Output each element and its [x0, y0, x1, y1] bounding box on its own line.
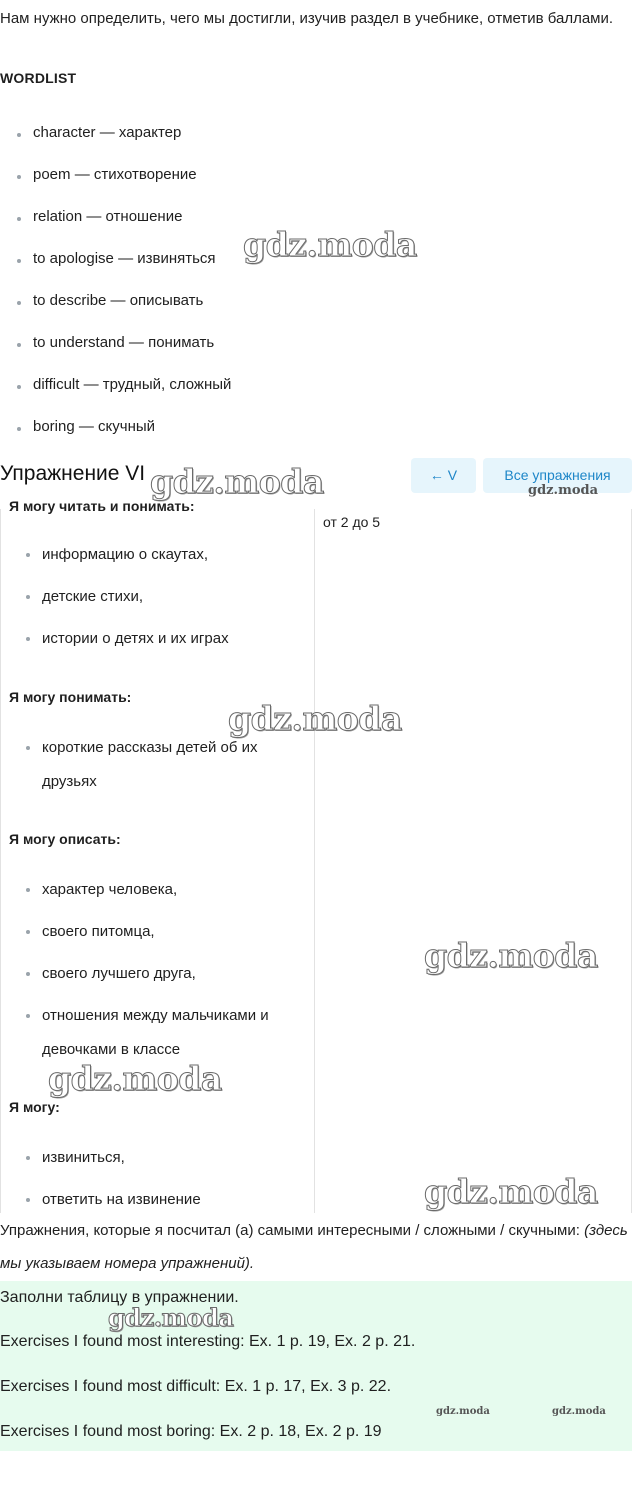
watermark-logo: gdz.moda — [243, 225, 417, 264]
list-item: информацию о скаутах, — [1, 538, 313, 572]
list-item: истории о детях и их играх — [1, 622, 313, 656]
answer-box — [0, 1281, 632, 1451]
list-item: извиниться, — [1, 1141, 313, 1175]
wordlist — [0, 112, 231, 448]
word-item: boring — скучный — [0, 406, 231, 448]
interesting-exercises-text — [0, 1214, 630, 1280]
cell-heading: Я могу читать и понимать: — [9, 498, 195, 514]
prev-exercise-button[interactable]: ← V — [411, 458, 476, 493]
word-item: to describe — описывать — [0, 280, 231, 322]
after-note: (здесь мы указываем номера упражнений). — [0, 1222, 628, 1272]
watermark-logo: gdz.moda — [552, 1406, 606, 1417]
all-exercises-button[interactable]: Все упражнения — [483, 458, 632, 493]
list-item: ответить на извинение — [1, 1183, 313, 1217]
skills-list — [1, 731, 313, 807]
watermark-logo: gdz.moda — [48, 1059, 222, 1098]
exercise-title: Упражнение VI — [0, 462, 146, 485]
word-item: character — характер — [0, 112, 231, 154]
list-item: своего лучшего друга, — [1, 957, 313, 991]
word-item: to apologise — извиняться — [0, 238, 231, 280]
list-item: характер человека, — [1, 873, 313, 907]
skills-list — [1, 538, 313, 664]
list-item: детские стихи, — [1, 580, 313, 614]
word-item: relation — отношение — [0, 196, 231, 238]
watermark-logo: gdz.moda — [436, 1406, 490, 1417]
score-range: от 2 до 5 — [323, 514, 381, 530]
list-item: короткие рассказы детей об их друзьях — [1, 731, 313, 799]
answer-line: Exercises I found most interesting: Ex. 1 p. 19, Ex. 2 p. 21. — [0, 1333, 416, 1350]
watermark-logo: gdz.moda — [424, 1172, 598, 1211]
watermark-logo: gdz.moda — [150, 462, 324, 501]
cell-heading: Я могу: — [9, 1099, 60, 1115]
watermark-logo: gdz.moda — [424, 936, 598, 975]
list-item: своего питомца, — [1, 915, 313, 949]
cell-heading: Я могу описать: — [9, 831, 121, 847]
answer-intro: Заполни таблицу в упражнении. — [0, 1289, 239, 1306]
watermark-logo: gdz.moda — [228, 699, 402, 738]
watermark-logo: gdz.moda — [528, 483, 599, 498]
table-cell-skills — [0, 498, 315, 1213]
wordlist-title: WORDLIST — [0, 70, 77, 86]
word-item: difficult — трудный, сложный — [0, 364, 231, 406]
skills-list — [1, 873, 313, 1075]
watermark-logo: gdz.moda — [108, 1303, 234, 1332]
intro-text: Нам нужно определить, чего мы достигли, изучив раздел в учебнике, отметив баллами. — [0, 10, 614, 27]
answer-line: Exercises I found most difficult: Ex. 1 p. 17, Ex. 3 p. 22. — [0, 1378, 392, 1395]
word-item: to understand — понимать — [0, 322, 231, 364]
table-cell-score — [315, 509, 632, 1213]
list-item: отношения между мальчиками и девочками в классе — [1, 999, 313, 1067]
self-assessment-table — [0, 498, 632, 1213]
cell-heading: Я могу понимать: — [9, 689, 132, 705]
word-item: poem — стихотворение — [0, 154, 231, 196]
answer-line: Exercises I found most boring: Ex. 2 p. 18, Ex. 2 p. 19 — [0, 1423, 382, 1440]
skills-list — [1, 1141, 313, 1225]
after-text: Упражнения, которые я посчитал (а) самыми интересными / сложными / скучными: — [0, 1222, 585, 1239]
